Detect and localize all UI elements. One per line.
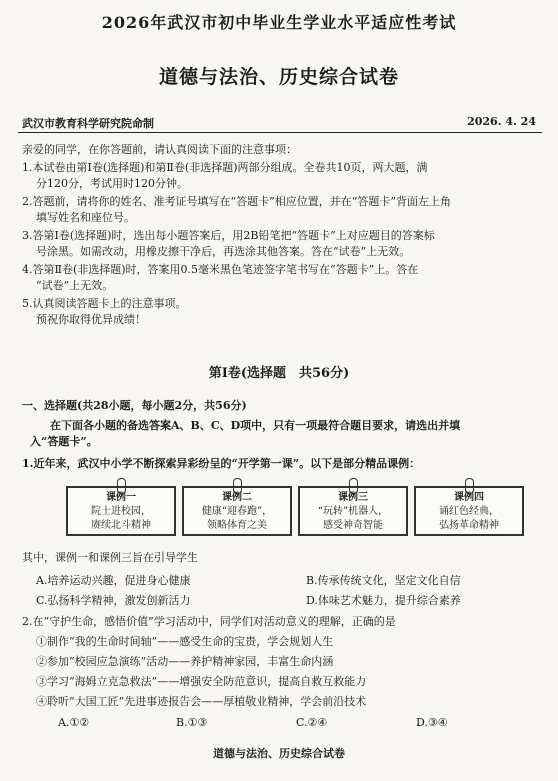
q1-option-d: D.体味艺术魅力，提升综合素养	[306, 594, 461, 607]
exam-title: 2026年武汉市初中毕业生学业水平适应性考试	[101, 13, 457, 32]
lesson-line: 弘扬革命精神	[439, 520, 499, 531]
lesson-title: 课例四	[454, 492, 484, 503]
exam-date: 2026. 4. 24	[467, 115, 536, 128]
q2-option-d: D.③④	[416, 716, 448, 729]
instruction-cont: 入“答题卡”。	[30, 435, 98, 448]
paperclip-icon	[117, 478, 126, 494]
lesson-line: 院士进校园，	[91, 506, 151, 517]
q2-item: ①制作“我的生命时间轴”——感受生命的宝贵，学会规划人生	[36, 635, 334, 648]
notice-wish: 预祝你取得优异成绩！	[36, 313, 146, 326]
q1-stem: 1.近年来，武汉中小学不断探索异彩纷呈的“开学第一课”。以下是部分精品课例：	[22, 457, 421, 470]
section-title: 第Ⅰ卷(选择题 共56分)	[208, 366, 350, 381]
issuer: 武汉市教育科学研究院命制	[22, 117, 154, 130]
lesson-line: 诵红色经典，	[439, 506, 499, 517]
page-footer: 道德与法治、历史综合试卷	[213, 747, 345, 760]
notice-item-4: 4.答第Ⅱ卷(非选择题)时，答案用0.5毫米黑色笔迹签字笔书写在“答题卡”上。答在	[22, 263, 419, 276]
notice-item-3-cont: 号涂黑。如需改动，用橡皮擦干净后，再选涂其他答案。答在“试卷”上无效。	[36, 245, 411, 258]
q1-option-b: B.传承传统文化，坚定文化自信	[306, 574, 461, 587]
q1-option-c: C.弘扬科学精神，激发创新活力	[36, 594, 191, 607]
notice-item-3: 3.答第Ⅰ卷(选择题)时，选出每小题答案后，用2B铅笔把“答题卡”上对应题目的答案标	[22, 229, 435, 242]
notice-item-2: 2.答题前，请将你的姓名、准考证号填写在“答题卡”相应位置，并在“答题卡”背面左上角	[22, 195, 451, 208]
q2-option-b: B.①③	[176, 716, 208, 729]
q2-item: ③学习“海姆立克急救法”——增强安全防范意识，提高自救互救能力	[36, 675, 367, 688]
lesson-card	[66, 486, 176, 536]
part-heading: 一、选择题(共28小题，每小题2分，共56分)	[22, 399, 247, 412]
paper-title: 道德与法治、历史综合试卷	[158, 66, 399, 88]
lesson-title: 课例一	[106, 492, 136, 503]
notice-item-2-cont: 填写姓名和座位号。	[36, 211, 135, 224]
notice-item-1-cont: 分120分，考试用时120分钟。	[36, 177, 188, 190]
lesson-card	[182, 486, 292, 536]
notice-intro: 亲爱的同学，在你答题前，请认真阅读下面的注意事项：	[22, 143, 297, 156]
paperclip-icon	[233, 478, 242, 494]
paperclip-icon	[349, 478, 358, 494]
lesson-card	[414, 486, 524, 536]
paperclip-icon	[465, 478, 474, 494]
lesson-line: 赓续北斗精神	[91, 520, 151, 531]
q2-option-c: C.②④	[296, 716, 328, 729]
header-rule	[18, 132, 542, 133]
lesson-title: 课例三	[338, 492, 368, 503]
q2-item: ④聆听“大国工匠”先进事迹报告会——厚植敬业精神，学会前沿技术	[36, 695, 367, 708]
q1-option-a: A.培养运动兴趣，促进身心健康	[36, 574, 191, 587]
notice-item-1: 1.本试卷由第Ⅰ卷(选择题)和第Ⅱ卷(非选择题)两部分组成。全卷共10页，两大题，满	[22, 161, 428, 174]
notice-item-5: 5.认真阅读答题卡上的注意事项。	[22, 297, 187, 310]
lesson-title: 课例二	[222, 492, 252, 503]
q2-item: ②参加“校园应急演练”活动——养护精神家园，丰富生命内涵	[36, 655, 334, 668]
lesson-line: 感受神奇智能	[323, 520, 383, 531]
lesson-card	[298, 486, 408, 536]
q2-stem: 2.在“守护生命，感悟价值”学习活动中，同学们对活动意义的理解，正确的是	[22, 615, 396, 628]
lesson-line: 领略体育之美	[207, 520, 267, 531]
q2-option-a: A.①②	[58, 716, 90, 729]
lesson-line: 健康“迎春跑”，	[201, 506, 273, 517]
lesson-line: “玩转”机器人，	[317, 506, 389, 517]
instruction: 在下面各小题的备选答案A、B、C、D项中，只有一项最符合题目要求，请选出并填	[50, 419, 461, 432]
q1-follow: 其中，课例一和课例三旨在引导学生	[22, 551, 198, 564]
notice-item-4-cont: “试卷”上无效。	[36, 279, 114, 292]
